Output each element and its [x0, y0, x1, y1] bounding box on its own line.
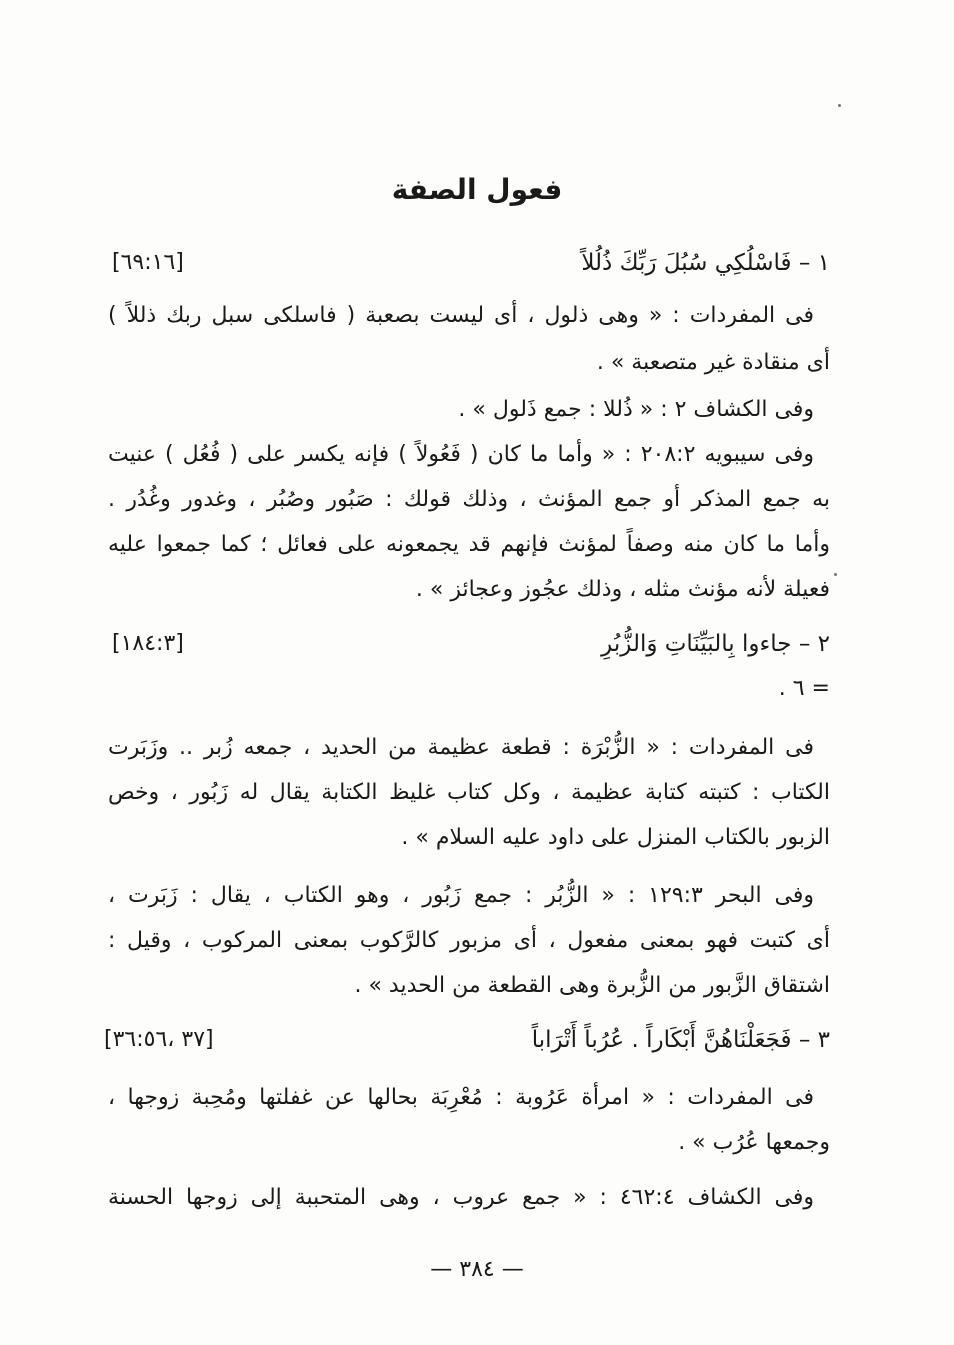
paragraph-3-line-1: وفى سيبويه ٢٠٨:٢ : « وأما ما كان ( فَعُولاً ) فإنه يكسر على ( فُعُل ) عنيت [108, 442, 814, 467]
page-number: — ٣٨٤ — [430, 1257, 524, 1282]
scan-speck [834, 573, 837, 576]
paragraph-4-line-3: الزبور بالكتاب المنزل على داود عليه السلام » . [401, 825, 830, 850]
reference-1: [٦٩:١٦] [112, 250, 184, 275]
paragraph-7-line-1: وفى الكشاف ٤٦٢:٤ : « جمع عروب ، وهى المتحببة إلى زوجها الحسنة [108, 1185, 814, 1210]
paragraph-2-line-1: وفى الكشاف ٢ : « ذُللا : جمع ذَلول » . [458, 397, 814, 422]
paragraph-5-line-2: أى كتبت فهو بمعنى مفعول ، أى مزبور كالرَّكوب بمعنى المركوب ، وقيل : [108, 928, 830, 953]
reference-3: [٣٧ ،٣٦:٥٦] [104, 1027, 214, 1052]
paragraph-4-line-1: فى المفردات : « الزُّبْرَة : قطعة عظيمة من الحديد ، جمعه زُبر .. وزَبَرت [108, 735, 814, 760]
scan-speck [838, 104, 841, 107]
paragraph-4-line-2: الكتاب : كتبته كتابة عظيمة ، وكل كتاب غليظ الكتابة يقال له زَبُور ، وخص [108, 780, 830, 805]
verse-2-continuation: = ٦ . [778, 676, 830, 701]
paragraph-3-line-4: فعيلة لأنه مؤنث مثله ، وذلك عجُوز وعجائز » . [415, 577, 830, 602]
reference-2: [١٨٤:٣] [112, 631, 184, 656]
paragraph-5-line-3: اشتقاق الزَّبور من الزُّبرة وهى القطعة من الحديد » . [354, 973, 830, 998]
paragraph-5-line-1: وفى البحر ١٢٩:٣ : « الزُّبُر : جمع زَبُور ، وهو الكتاب ، يقال : زَبَرت ، [108, 883, 814, 908]
verse-3: ٣ – فَجَعَلْنَاهُنَّ أَبْكَاراً . عُرُباً أَتْرَاباً [531, 1027, 830, 1053]
paragraph-1-line-2: أى منقادة غير متصعبة » . [596, 350, 830, 375]
paragraph-3-line-3: وأما ما كان منه وصفاً لمؤنث فإنهم قد يجمعونه على فعائل ؛ كما جمعوا عليه [108, 532, 830, 557]
paragraph-1-line-1: فى المفردات : « وهى ذلول ، أى ليست بصعبة ( فاسلكى سبل ربك ذللاً ) [108, 303, 814, 328]
paragraph-6-line-1: فى المفردات : « امرأة عَرُوبة : مُعْرِبَة بحالها عن غفلتها ومُحِبة زوجها ، [108, 1085, 814, 1110]
page-title: فعول الصفة [391, 173, 563, 206]
verse-2: ٢ – جاءوا بِالبَيِّنَاتِ وَالزُّبُرِ [601, 631, 830, 657]
verse-1: ١ – فَاسْلُكِي سُبُلَ رَبِّكَ ذُلُلاً [581, 250, 830, 276]
paragraph-6-line-2: وجمعها عُرُب » . [678, 1130, 830, 1155]
paragraph-3-line-2: به جمع المذكر أو جمع المؤنث ، وذلك قولك : صَبُور وصُبُر ، وغدور وغُدُر . [108, 487, 830, 512]
